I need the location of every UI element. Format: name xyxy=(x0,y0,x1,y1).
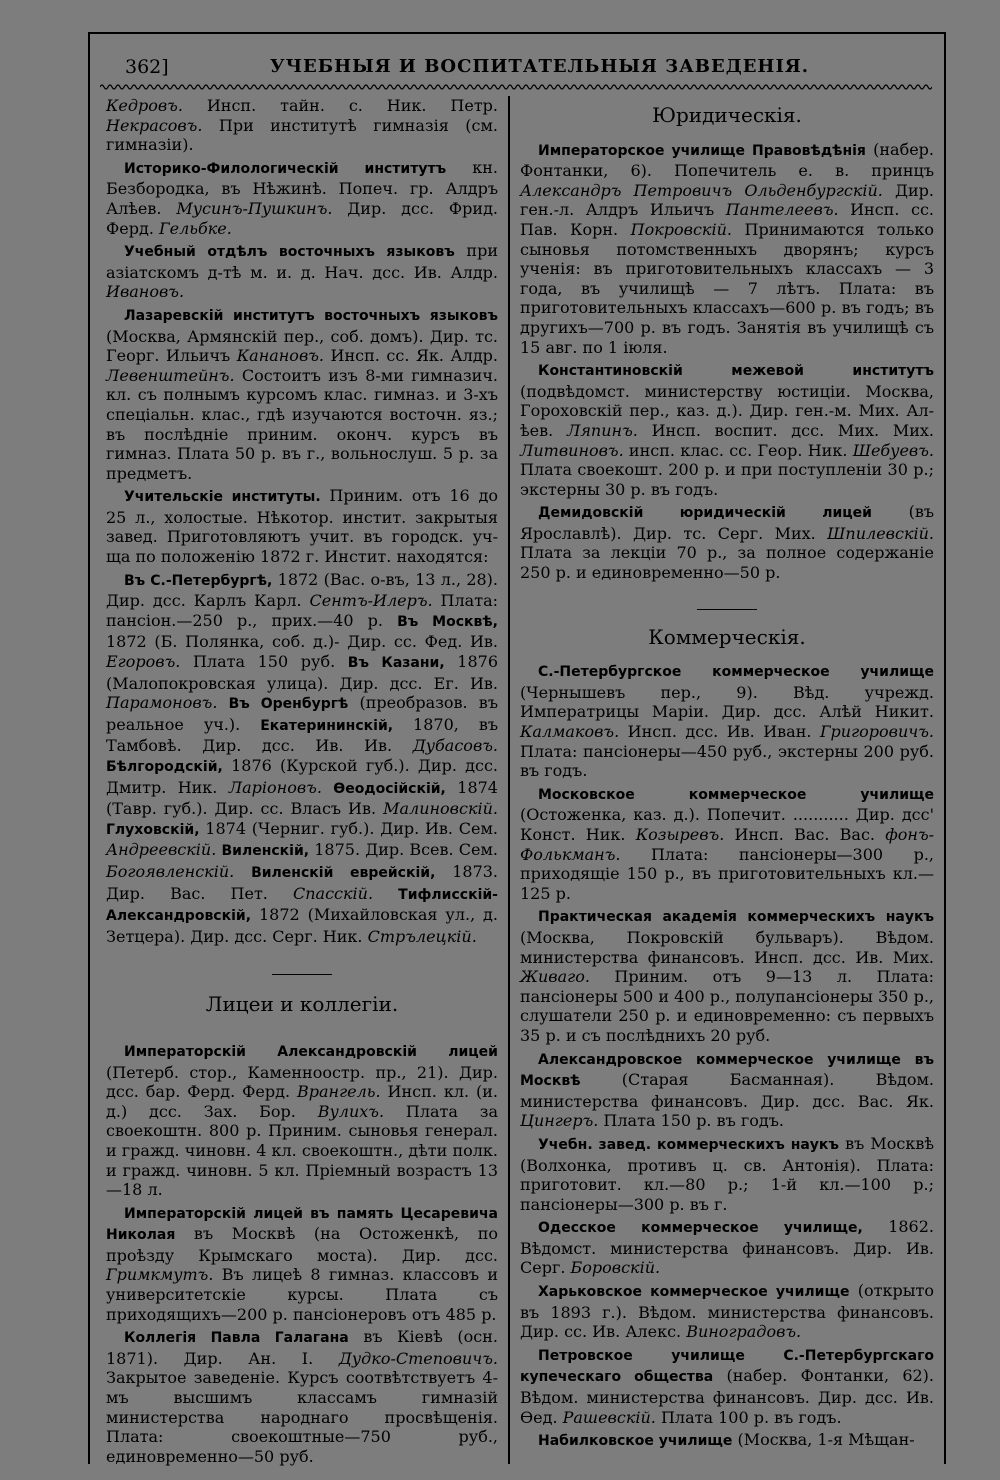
entry-nabilkovskoe-school: Набилковское училище (Москва, 1-я Мѣщан- xyxy=(538,1430,915,1450)
entry-spb-commercial: С.-Петербургское коммерческое училище (Чернышевъ пер., 9). Вѣд. учрежд. Императрицы Маріи. Дир. дсс. Алѣй Никит. Калмаковъ. Инсп. дсс. Ив. Иван. Григоровичъ. Плата: пансіонеры—450 руб., экстерны 200 руб. въ годъ. xyxy=(520,664,934,781)
entry-galagan-college: Коллегія Павла Галагана въ Кіевѣ (осн. 1871). Дир. Ан. І. Дудко-Степовичъ. Закрытое заведеніе. Курсъ соотвѣтствуетъ 4-мъ высшимъ классамъ гимназій министерства народнаго просвѣщенія. Плата: своекоштные—750 руб., единовременно—50 руб. xyxy=(106,1327,499,1466)
entry-tsesarevich-lyceum: Императорскій лицей въ память Цесаревича Николая въ Москвѣ (на Остоженкѣ, по проѣзду Крымскаго моста). Дир. дсс. Гримкмутъ. Въ лицеѣ 8 гимназ. классовъ и университетскіе курсы. Плата съ приходящихъ—200 р. пансіонеровъ отъ 485 р. xyxy=(106,1205,498,1324)
section-title-lyceums: Лицеи и коллегіи. xyxy=(205,992,399,1017)
entry-odessa-commercial: Одесское коммерческое училище, 1862. Вѣдомст. министерства финансовъ. Дир. Ив. Серг. Боровскій. xyxy=(520,1217,935,1278)
entry-alexandrovskoe-commercial: Александровское коммерческое училище въ Москвѣ (Старая Басманная). Вѣдом. министерства финансовъ. Дир. дсс. Вас. Як. Цингеръ. Плата 150 р. въ годъ. xyxy=(520,1051,934,1131)
right-column xyxy=(520,96,934,1455)
section-rule xyxy=(272,974,332,975)
entry-alexander-lyceum: Императорскій Александровскій лицей (Петерб. стор., Каменноостр. пр., 21). Дир. дсс. бар. Ферд. Ферд. Врангель. Инсп. кл. (и. д.) дсс. Зах. Бор. Вулихъ. Плата за своекоштн. 800 р. Приним. сыновья генерал. и гражд. чиновн. 4 кл. своекоштн., дѣти полк. и гражд. чиновн. 5 кл. Пріемный возрастъ 13—18 л. xyxy=(106,1043,499,1200)
section-title-legal: Юридическія. xyxy=(652,103,802,127)
column-divider xyxy=(508,96,510,1464)
entry-moscow-commercial: Московское коммерческое училище (Остоженка, каз. д.). Попечит. ........... Дир. дсс' Конст. Ник. Козыревъ. Инсп. Вас. Вас. фонъ-Фолькманъ. Плата: пансіонеры—300 р., приходящіе 150 р., въ приготовительныхъ кл.—125 р. xyxy=(520,786,935,903)
entry-kedrov: Кедровъ. Инсп. тайн. с. Ник. Петр. Некрасовъ. При институтѣ гимназія (см. гимназіи). xyxy=(106,96,498,155)
entry-survey-institute: Константиновскій межевой институтъ (подвѣдомст. министерству юстиціи. Москва, Гороховскій пер., каз. д.). Дир. ген.-м. Мих. Ал-ѣев. Ляпинъ. Инсп. воспит. дсс. Мих. Мих. Литвиновъ. инсп. клас. сс. Геор. Ник. Шебуевъ. Плата своекошт. 200 р. и при поступленіи 30 р.; экстерны 30 р. въ годъ. xyxy=(520,363,935,499)
running-title: УЧЕБНЫЯ И ВОСПИТАТЕЛЬНЫЯ ЗАВЕДЕНІЯ. xyxy=(270,56,809,77)
wavy-rule xyxy=(100,82,932,92)
entry-commercial-sciences: Учебн. завед. коммерческихъ наукъ въ Москвѣ (Волхонка, противъ ц. св. Антонія). Плата: приготовит. кл.—80 р.; 1-й кл.—100 р.; пансіонеры—300 р. въ г. xyxy=(520,1133,934,1214)
section-rule xyxy=(697,609,757,610)
frame-left-rule xyxy=(88,32,90,1464)
page-number: 362] xyxy=(125,56,169,78)
entry-institute-list: Въ С.-Петербургѣ, 1872 (Вас. о-въ, 13 л., 28). Дир. дсс. Карлъ Карл. Сентъ-Илеръ. Плата: пансіон.—250 р., прих.—40 р. Въ Москвѣ, 1872 (Б. Полянка, соб. д.)- Дир. сс. Фед. Ив. Егоровъ. Плата 150 руб. Въ Казани, 1876 (Малопокровская улица). Дир. дсс. Ег. Ив. Парамоновъ. Въ Оренбургѣ (преобразов. въ реальное уч.). Екатерининскій, 1870, въ Тамбовѣ. Дир. дсс. Ив. Ив. Дубасовъ. Бѣлгородскій, 1876 (Курской губ.). Дир. дсс. Дмитр. Ник. Ларіоновъ. Ѳеодосійскій, 1874 (Тавр. губ.). Дир. сс. Власъ Ив. Малиновскій. Глуховскій, 1874 (Черниг. губ.). Дир. Ив. Сем. Андреевскій. Виленскій, 1875. Дир. Всев. Сем. Богоявленскій. Виленскій еврейскій, 1873. Дир. Вас. Пет. Спасскій. Тифлисскій-Александровскій, 1872 (Михайловская ул., д. Зетцера). Дир. дсс. Серг. Ник. Стрълецкій. xyxy=(106,569,499,946)
section-title-commercial: Коммерческія. xyxy=(648,624,806,649)
entry-bezborodko-institute: Историко-Филологическій институтъ кн. Безбородка, въ Нѣжинѣ. Попеч. гр. Алдръ Алѣев. Мусинъ-Пушкинъ. Дир. дсс. Фрид. Ферд. Гельбке. xyxy=(106,157,498,238)
frame-top-rule xyxy=(88,32,946,34)
entry-lazarev-institute: Лазаревскій институтъ восточныхъ языковъ (Москва, Армянскій пер., соб. домъ). Дир. тс. Георг. Ильичъ Канановъ. Инсп. сс. Як. Алдр. Левенштейнъ. Состоитъ изъ 8-ми гимназич. кл. съ полнымъ курсомъ клас. гимназ. и 3-хъ спеціальн. клас., гдѣ изучаются восточн. яз.; въ послѣдніе приним. оконч. курсъ въ гимназ. Плата 50 р. въ г., вольнослуш. 5 р. за предметъ. xyxy=(106,307,499,483)
entry-teacher-institutes: Учительскіе институты. Приним. отъ 16 до 25 л., холостые. Нѣкотор. инстит. закрытыя завед. Приготовляютъ учит. въ городск. уч-ща по положенію 1872 г. Инстит. находятся: xyxy=(106,486,498,567)
left-column xyxy=(106,96,498,1469)
frame-right-rule xyxy=(944,32,946,1464)
entry-law-school: Императорское училище Правовѣдѣнія (набер. Фонтанки, 6). Попечитель е. в. принцъ Александръ Петровичъ Ольденбургскій. Дир. ген.-л. Алдръ Ильичъ Пантелеевъ. Инсп. сс. Пав. Корн. Покровскій. Принимаются только сыновья потомственныхъ дворянъ; курсъ ученія: въ приготовительныхъ классахъ — 3 года, въ училищѣ — 7 лѣтъ. Плата: въ приготовительныхъ классахъ—600 р. въ годъ; въ другихъ—700 р. въ годъ. Занятія въ училищѣ съ 15 авг. по 1 іюля. xyxy=(520,139,935,357)
entry-demidov-lyceum: Демидовскій юридическій лицей (въ Ярославлѣ). Дир. тс. Серг. Мих. Шпилевскій. Плата за лекціи 70 р., за полное содержаніе 250 р. и единовременно—50 р. xyxy=(520,502,934,583)
entry-practical-academy: Практическая академія коммерческихъ наукъ (Москва, Покровскій бульваръ). Вѣдом. министерства финансовъ. Инсп. дсс. Ив. Мих. Живаго. Приним. отъ 9—13 л. Плата: пансіонеры 500 и 400 р., полупансіонеры 350 р., слушатели 250 р. и единовременно: съ первыхъ 35 р. и съ послѣднихъ 20 руб. xyxy=(520,909,934,1045)
entry-kharkov-commercial: Харьковское коммерческое училище (открыто въ 1893 г.). Вѣдом. министерства финансовъ. Дир. сс. Ив. Алекс. Виноградовъ. xyxy=(520,1281,934,1342)
entry-petrovskoe-school: Петровское училище С.-Петербургскаго купеческаго общества (набер. Фонтанки, 62). Вѣдом. министерства финансовъ. Дир. дсс. Ив. Ѳед. Рашевскій. Плата 100 р. въ годъ. xyxy=(520,1347,934,1427)
entry-oriental-languages: Учебный отдѣлъ восточныхъ языковъ при азіатскомъ д-тѣ м. и. д. Нач. дсс. Ив. Алдр. Ивановъ. xyxy=(106,241,498,302)
